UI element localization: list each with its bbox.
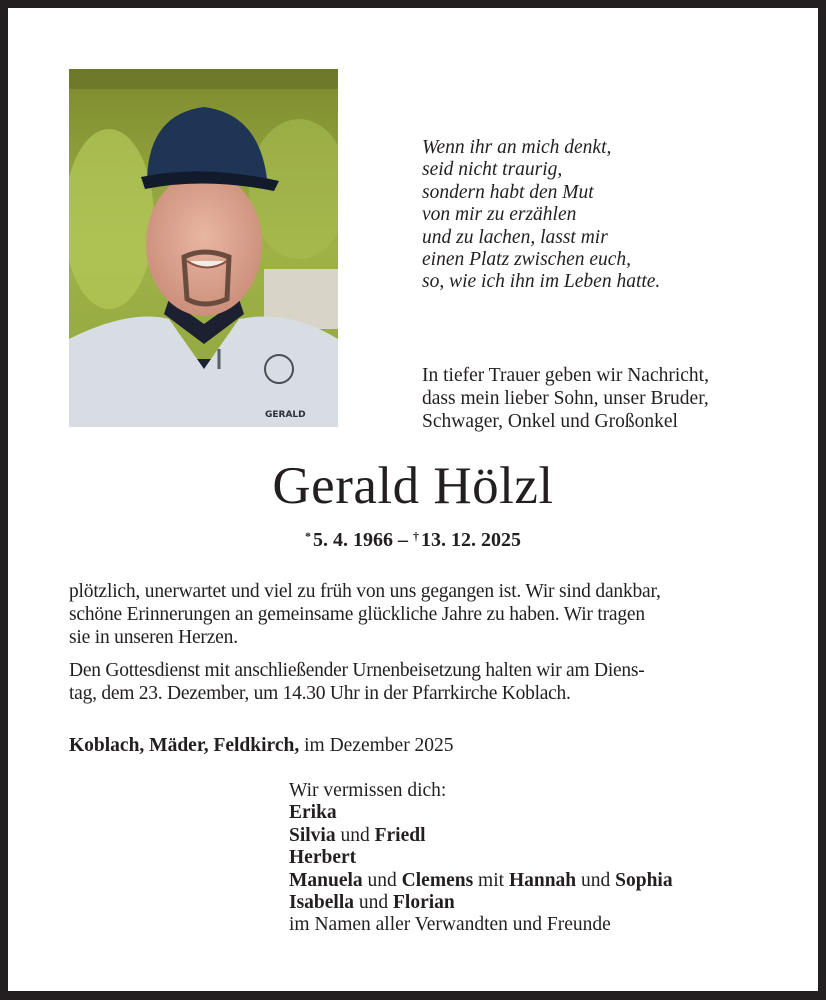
relative-names [289, 847, 356, 869]
deceased-name: Gerald Hölzl [272, 457, 554, 515]
relative-name: Isabella [289, 891, 355, 913]
relative-name: Silvia [289, 824, 336, 846]
paragraph-line: schöne Erinnerungen an gemeinsame glückliche Jahre zu haben. Wir tragen [69, 604, 645, 625]
relative-name: Herbert [289, 847, 357, 869]
connector-text: und [335, 824, 375, 846]
obituary-page [8, 8, 818, 991]
relative-name: Florian [393, 891, 455, 913]
poem-line: und zu lachen, lasst mir [422, 226, 608, 248]
birth-star-icon: * [305, 529, 311, 543]
paragraph-line: sie in unseren Herzen. [69, 627, 238, 648]
place-and-date [69, 734, 454, 758]
relative-names [289, 802, 337, 824]
memorial-poem [422, 137, 660, 294]
relative-name: Hannah [508, 869, 577, 891]
relative-name: Manuela [289, 869, 363, 891]
poem-line: so, wie ich ihn im Leben hatte. [422, 271, 661, 293]
portrait-image [69, 69, 338, 427]
death-date: 13. 12. 2025 [421, 529, 521, 551]
paragraph-line: Den Gottesdienst mit anschließender Urnenbeisetzung halten wir am Diens- [69, 660, 645, 681]
connector-text: und [354, 891, 394, 913]
portrait-photo [69, 69, 338, 427]
poem-line: von mir zu erzählen [422, 204, 577, 226]
locations: Koblach, Mäder, Feldkirch, [69, 735, 300, 756]
paragraph-service [69, 659, 767, 705]
poem-line: seid nicht traurig, [422, 159, 563, 181]
death-cross-icon: † [413, 529, 419, 543]
relative-name: Erika [289, 802, 337, 824]
poem-line: sondern habt den Mut [422, 181, 594, 203]
life-dates [8, 523, 818, 553]
announcement-intro [422, 364, 709, 433]
relative-names [289, 892, 455, 914]
family-closing: im Namen aller Verwandten und Freunde [289, 914, 611, 936]
intro-line: Schwager, Onkel und Großonkel [422, 411, 678, 432]
intro-line: dass mein lieber Sohn, unser Bruder, [422, 388, 709, 409]
issue-date: im Dezember 2025 [304, 735, 454, 756]
date-separator: – [398, 529, 408, 551]
relative-name: Friedl [374, 824, 426, 846]
svg-text:GERALD: GERALD [265, 410, 306, 420]
poem-line: Wenn ihr an mich denkt, [422, 137, 612, 158]
relative-name: Clemens [401, 869, 474, 891]
connector-text: und [362, 869, 402, 891]
connector-text: mit [473, 869, 509, 891]
poem-line: einen Platz zwischen euch, [422, 249, 632, 271]
paragraph-line: tag, dem 23. Dezember, um 14.30 Uhr in der Pfarrkirche Koblach. [69, 683, 571, 704]
paragraph-line: plötzlich, unerwartet und viel zu früh von uns gegangen ist. Wir sind dankbar, [69, 581, 661, 602]
relative-names [289, 870, 673, 892]
birth-date: 5. 4. 1966 [313, 529, 393, 551]
relative-name: Sophia [615, 869, 673, 891]
intro-line: In tiefer Trauer geben wir Nachricht, [422, 365, 709, 386]
paragraph-passing [69, 580, 767, 649]
relative-names [289, 825, 426, 847]
connector-text: und [576, 869, 616, 891]
family-heading: Wir vermissen dich: [289, 780, 447, 801]
